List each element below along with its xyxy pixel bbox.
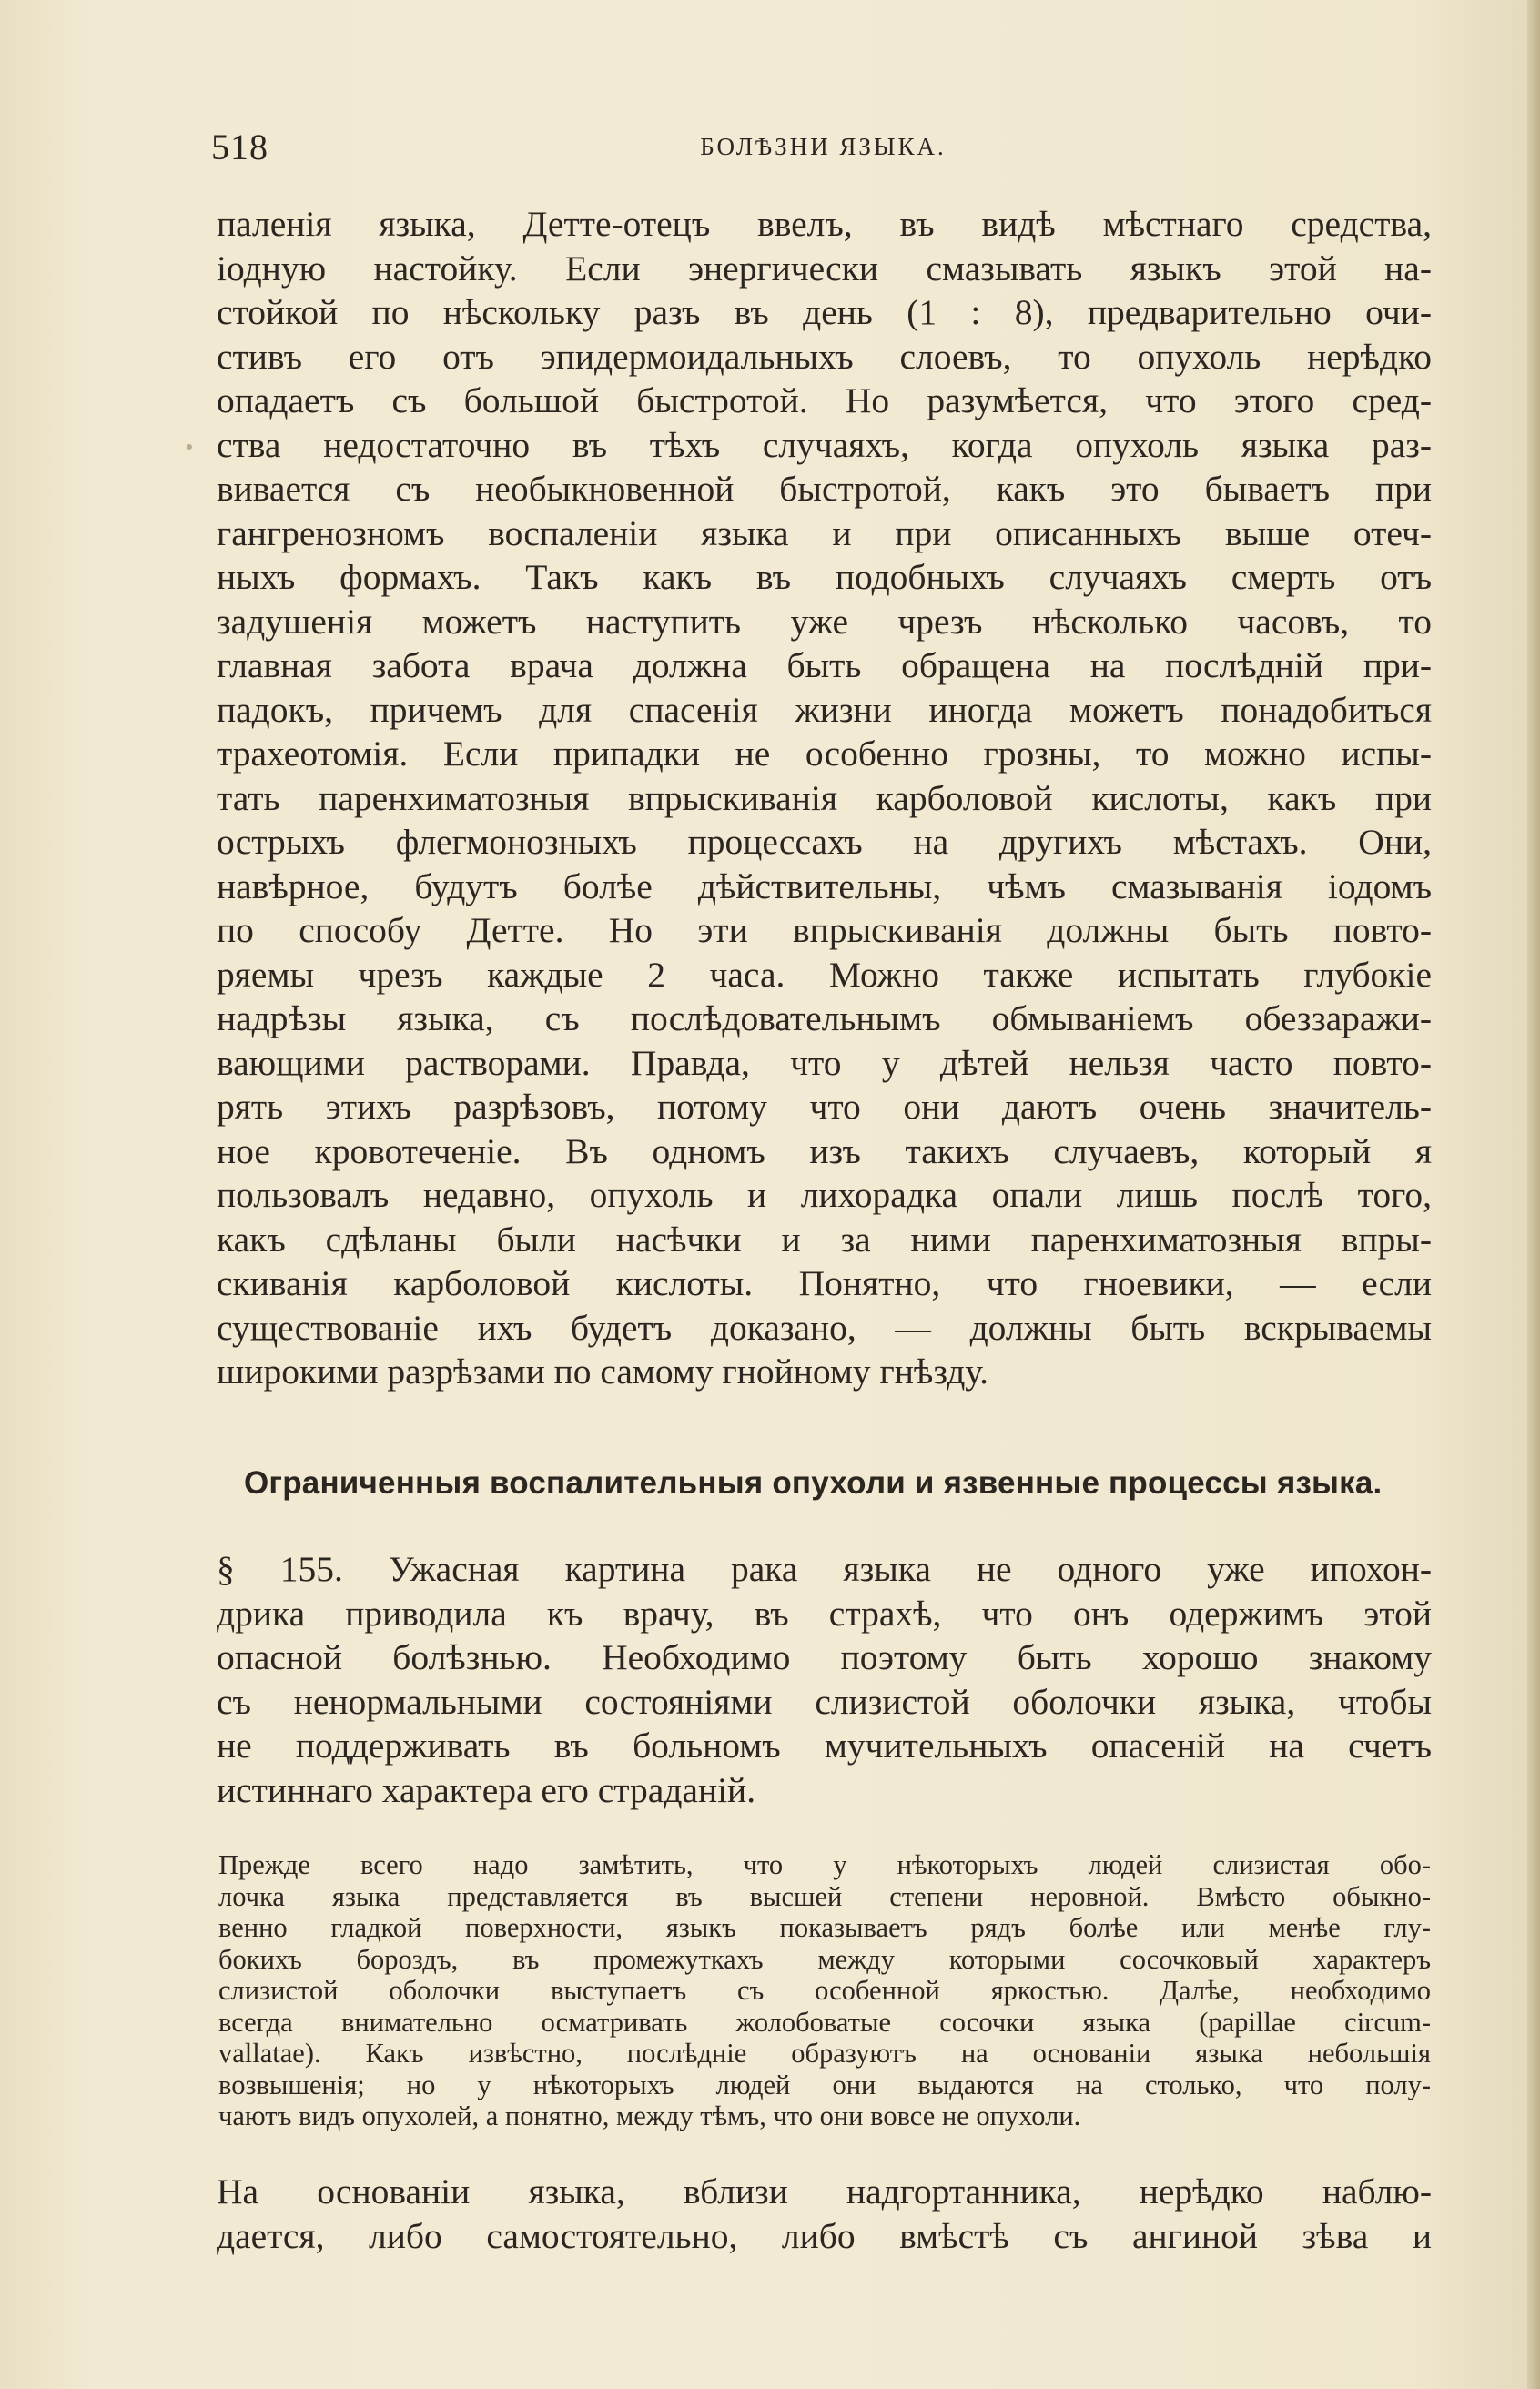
- paragraph-base-of-tongue: [217, 2170, 1432, 2258]
- small-text-line: Прежде всего надо замѣтить, что у нѣкоторыхъ людей слизистая обо-: [218, 1849, 1431, 1880]
- small-text-line: слизистой оболочки выступаетъ съ особенной яркостью. Далѣе, необходимо: [218, 1975, 1431, 2006]
- text-line: падокъ, причемъ для спасенія жизни иногда можетъ понадобиться: [217, 689, 1432, 730]
- margin-mark: [187, 444, 192, 450]
- page-edge: [1527, 0, 1540, 2389]
- text-line: задушенія можетъ наступить уже чрезъ нѣсколько часовъ, то: [217, 601, 1432, 642]
- small-text-line: лочка языка представляется въ высшей степени неровной. Вмѣсто обыкно-: [218, 1880, 1431, 1912]
- text-line: надрѣзы языка, съ послѣдовательнымъ обмываніемъ обеззаражи-: [217, 998, 1432, 1038]
- text-line: опадаетъ съ большой быстротой. Но разумѣется, что этого сред-: [217, 380, 1432, 420]
- small-text-line: vallatae). Какъ извѣстно, послѣдніе образуютъ на основаніи языка небольшія: [218, 2038, 1431, 2069]
- text-line: не поддерживать въ больномъ мучительныхъ опасеній на счетъ: [217, 1726, 1432, 1766]
- text-line: широкими разрѣзами по самому гнойному гнѣзду.: [217, 1351, 988, 1392]
- small-text-line: возвышенія; но у нѣкоторыхъ людей они выдаются на столько, что полу-: [218, 2069, 1431, 2100]
- text-line: іодную настойку. Если энергически смазывать языкъ этой на-: [217, 248, 1432, 289]
- text-line: навѣрное, будутъ болѣе дѣйствительны, чѣмъ смазыванія іодомъ: [217, 866, 1432, 906]
- small-print-note: [218, 1849, 1431, 2132]
- text-line: рять этихъ разрѣзовъ, потому что они даютъ очень значитель-: [217, 1087, 1432, 1127]
- text-line: § 155. Ужасная картина рака языка не одного уже ипохон-: [217, 1549, 1432, 1589]
- text-line: скиванія карболовой кислоты. Понятно, что гноевики, — если: [217, 1263, 1432, 1303]
- text-line: На основаніи языка, вблизи надгортанника, нерѣдко наблю-: [217, 2171, 1432, 2212]
- text-line: дрика приводила къ врачу, въ страхѣ, что онъ одержимъ этой: [217, 1593, 1432, 1634]
- text-line: паленія языка, Детте-отецъ ввелъ, въ видѣ мѣстнаго средства,: [217, 204, 1432, 244]
- text-line: съ ненормальными состояніями слизистой оболочки языка, чтобы: [217, 1681, 1432, 1722]
- paragraph-155: [217, 1547, 1432, 1812]
- paragraph-treatment: [217, 202, 1432, 1394]
- small-text-line: венно гладкой поверхности, языкъ показываетъ рядъ болѣе или менѣе глу-: [218, 1912, 1431, 1943]
- text-line: пользовалъ недавно, опухоль и лихорадка опали лишь послѣ того,: [217, 1175, 1432, 1215]
- text-line: гангренозномъ воспаленіи языка и при описанныхъ выше отеч-: [217, 512, 1432, 553]
- text-line: ныхъ формахъ. Такъ какъ въ подобныхъ случаяхъ смерть отъ: [217, 557, 1432, 597]
- page-number: 518: [211, 127, 268, 167]
- text-line: вающими растворами. Правда, что у дѣтей нельзя часто повто-: [217, 1042, 1432, 1083]
- text-line: стойкой по нѣскольку разъ въ день (1 : 8), предварительно очи-: [217, 292, 1432, 332]
- text-line: истиннаго характера его страданій.: [217, 1769, 756, 1810]
- section-heading: Ограниченныя воспалительныя опухоли и язвенные процессы языка.: [244, 1465, 1383, 1501]
- text-line: стивъ его отъ эпидермоидальныхъ слоевъ, то опухоль нерѣдко: [217, 336, 1432, 377]
- text-line: тать паренхиматозныя впрыскиванія карболовой кислоты, какъ при: [217, 777, 1432, 818]
- text-line: по способу Детте. Но эти впрыскиванія должны быть повто-: [217, 910, 1432, 950]
- text-line: опасной болѣзнью. Необходимо поэтому быть хорошо знакому: [217, 1637, 1432, 1677]
- text-line: вивается съ необыкновенной быстротой, какъ это бываетъ при: [217, 469, 1432, 509]
- text-line: ряемы чрезъ каждые 2 часа. Можно также испытать глубокіе: [217, 954, 1432, 995]
- text-line: какъ сдѣланы были насѣчки и за ними паренхиматозныя впры-: [217, 1219, 1432, 1260]
- small-text-line: чаютъ видъ опухолей, а понятно, между тѣмъ, что они вовсе не опухоли.: [218, 2100, 1081, 2131]
- small-text-line: бокихъ бороздъ, въ промежуткахъ между которыми сосочковый характеръ: [218, 1943, 1431, 1975]
- running-head: [211, 126, 1435, 171]
- text-line: трахеотомія. Если припадки не особенно грозны, то можно испы-: [217, 734, 1432, 774]
- running-title: БОЛѢЗНИ ЯЗЫКА.: [700, 133, 947, 160]
- text-line: ное кровотеченіе. Въ одномъ изъ такихъ случаевъ, который я: [217, 1130, 1432, 1171]
- text-line: острыхъ флегмонозныхъ процессахъ на другихъ мѣстахъ. Они,: [217, 822, 1432, 862]
- text-line: дается, либо самостоятельно, либо вмѣстѣ съ ангиной зѣва и: [217, 2215, 1432, 2256]
- text-line: существованіе ихъ будетъ доказано, — должны быть вскрываемы: [217, 1307, 1432, 1348]
- text-line: главная забота врача должна быть обращена на послѣдній при-: [217, 645, 1432, 685]
- small-text-line: всегда внимательно осматривать жолобоватые сосочки языка (papillae circum-: [218, 2006, 1431, 2038]
- text-line: ства недостаточно въ тѣхъ случаяхъ, когда опухоль языка раз-: [217, 424, 1432, 465]
